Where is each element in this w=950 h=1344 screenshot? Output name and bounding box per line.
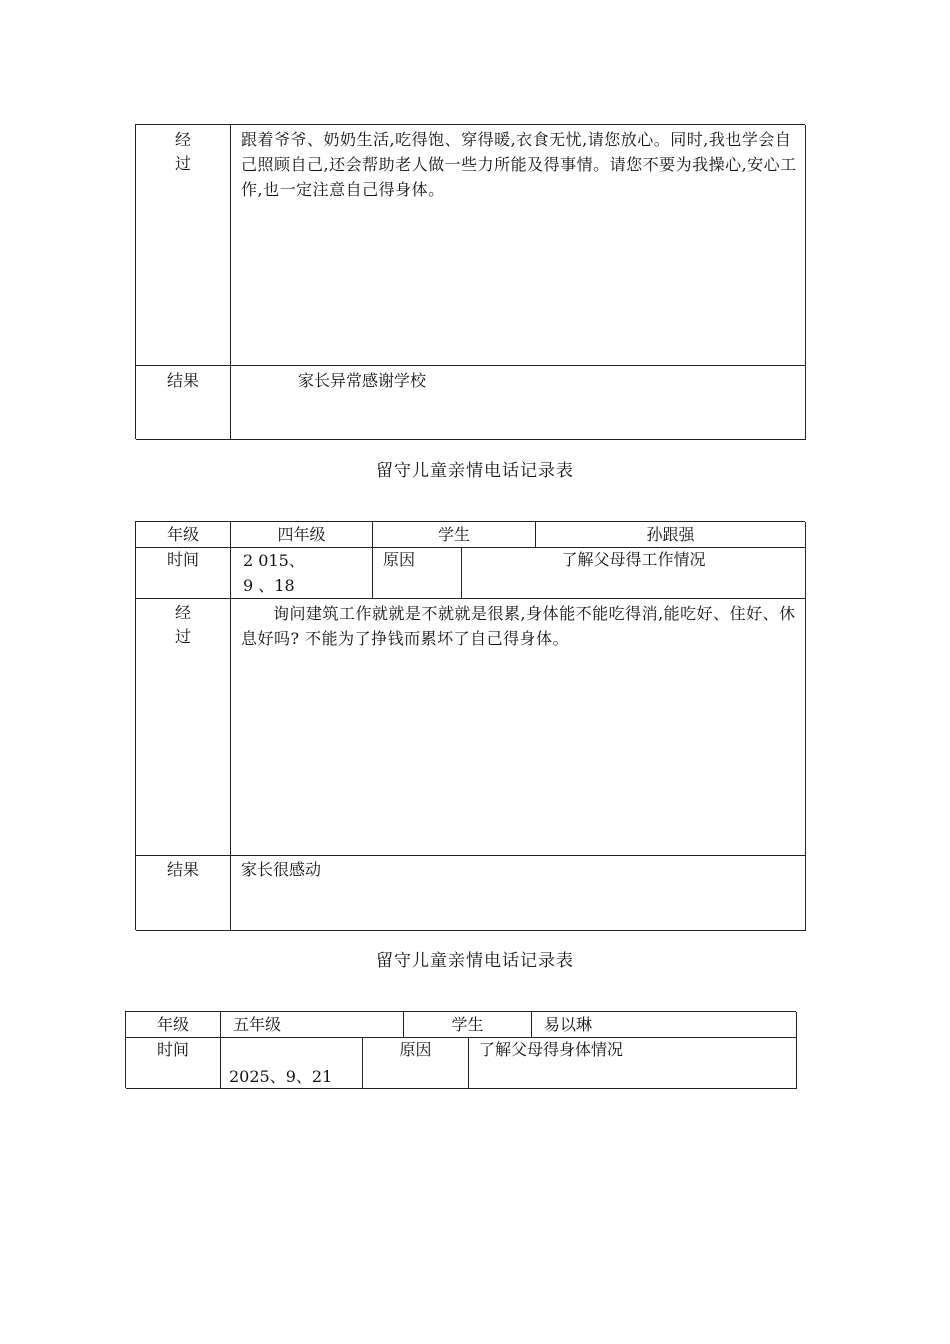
record3-table <box>125 1011 796 1088</box>
record1-process-text: 跟着爷爷、奶奶生活,吃得饱、穿得暖,衣食无忧,请您放心。同时,我也学会自己照顾自己,还会帮助老人做一些力所能及得事情。请您不要为我操心,安心工作,也一定注意自己得身体。 <box>231 125 806 366</box>
record1-result-label: 结果 <box>136 366 231 440</box>
record3-student-label: 学生 <box>404 1012 532 1038</box>
record3-reason-label: 原因 <box>363 1038 469 1089</box>
record3-time-label: 时间 <box>126 1038 221 1089</box>
record2-process-label: 经 过 <box>136 599 231 856</box>
record2-process-text: 询问建筑工作就就是不就就是很累,身体能不能吃得消,能吃好、住好、休息好吗? 不能为了挣钱而累坏了自己得身体。 <box>231 599 806 856</box>
record1-result-text: 家长异常感谢学校 <box>231 366 806 440</box>
record2-student-label: 学生 <box>373 522 536 548</box>
record2-grade-value: 四年级 <box>231 522 373 548</box>
record2-table <box>135 521 805 930</box>
record2-time-value: 2 015、 9 、18 <box>231 548 373 599</box>
record3-title: 留守儿童亲情电话记录表 <box>376 951 574 971</box>
record2-grade-label: 年级 <box>136 522 231 548</box>
record2-title: 留守儿童亲情电话记录表 <box>376 461 574 481</box>
record3-student-value: 易以琳 <box>532 1012 797 1038</box>
record2-time-label: 时间 <box>136 548 231 599</box>
record2-result-text: 家长很感动 <box>231 856 806 931</box>
record2-reason-value: 了解父母得工作情况 <box>462 548 806 599</box>
record3-reason-value: 了解父母得身体情况 <box>469 1038 797 1089</box>
record2-result-label: 结果 <box>136 856 231 931</box>
record2-student-value: 孙跟强 <box>536 522 806 548</box>
record2-reason-label: 原因 <box>373 548 462 599</box>
record3-time-value: 2025、9、21 <box>221 1038 363 1089</box>
record1-process-label: 经 过 <box>136 125 231 366</box>
record3-grade-label: 年级 <box>126 1012 221 1038</box>
record1-table <box>135 124 805 439</box>
record3-grade-value: 五年级 <box>221 1012 404 1038</box>
